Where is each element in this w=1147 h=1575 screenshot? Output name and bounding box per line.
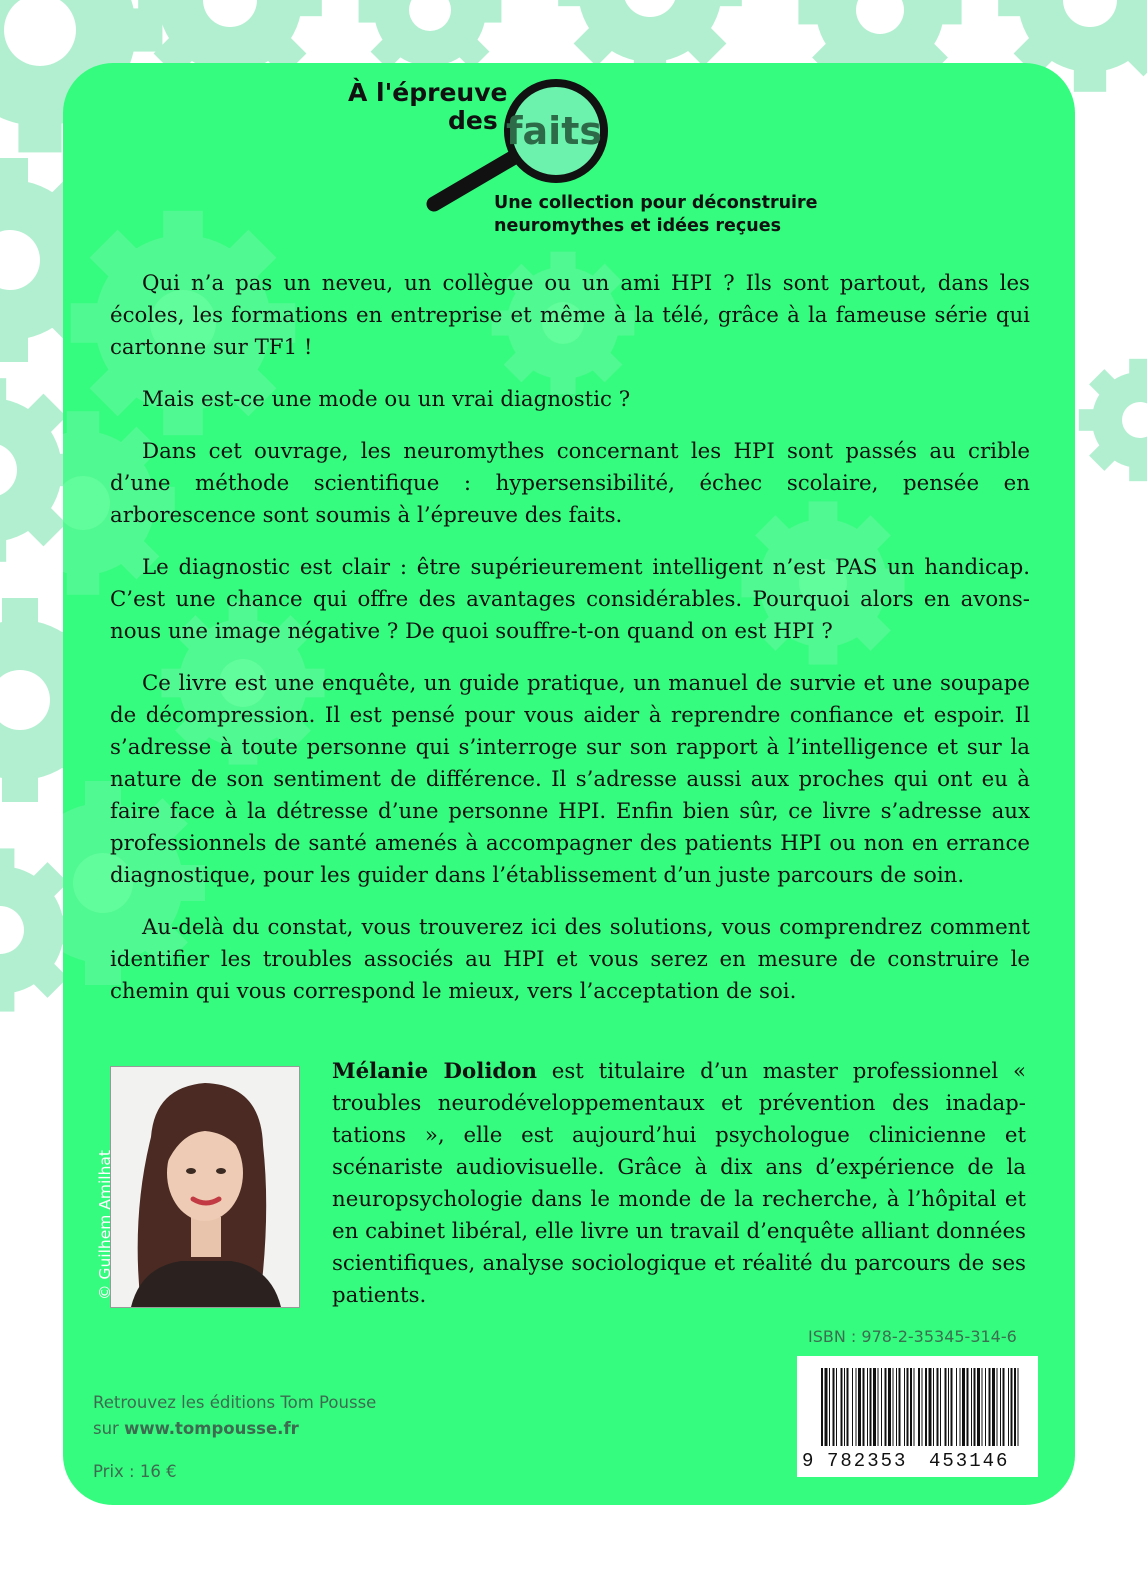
blurb-paragraph: Qui n’a pas un neveu, un collègue ou un ami HPI ? Ils sont partout, dans les écoles, les formations en entreprise et même à la télé, grâce à la fameuse série qui cartonne sur TF1 !: [110, 271, 1030, 360]
back-cover-blurb: [110, 268, 1030, 1028]
collection-subtitle-line2: neuromythes et idées reçues: [494, 216, 781, 236]
barcode-bar: [922, 1368, 923, 1446]
barcode-digits-right: 453146: [929, 1450, 1010, 1472]
barcode-bar: [867, 1368, 868, 1446]
barcode-bar: [933, 1368, 934, 1446]
barcode-bar: [907, 1368, 909, 1446]
barcode-bar: [878, 1368, 879, 1446]
barcode-bar: [940, 1368, 941, 1446]
barcode-bar: [951, 1368, 953, 1446]
barcode-bar: [1018, 1368, 1019, 1446]
website-link[interactable]: www.tompousse.fr: [124, 1419, 299, 1438]
barcode-bar: [1014, 1368, 1016, 1446]
barcode-bar: [904, 1368, 905, 1446]
barcode-bar: [929, 1368, 932, 1446]
barcode-bar: [967, 1368, 969, 1446]
collection-subtitle-line1: Une collection pour déconstruire: [494, 193, 818, 213]
barcode-bar: [833, 1368, 835, 1446]
barcode-bar: [1011, 1368, 1013, 1446]
barcode-bar: [992, 1368, 995, 1446]
barcode-bar: [825, 1368, 828, 1446]
author-bio-text: est titulaire d’un master professionnel « troubles neurodéveloppementaux et prévention des inadaptations », elle est aujourd’hui psychologue clinicienne et scénariste audiovisuelle. Grâce à dix ans d’expérience de la neuropsychologie dans le monde de la recherche, à l’hôpital et en cabinet libéral, elle livre un travail d’enquête alliant données scientifiques, analyse sociologique et réalité du parcours de ses patients.: [332, 1059, 1026, 1308]
isbn-label: ISBN : 978-2-35345-314-6: [808, 1327, 1017, 1346]
website-prefix: sur: [93, 1419, 125, 1438]
barcode-bar: [856, 1368, 857, 1446]
publisher-footer: [93, 1390, 376, 1442]
collection-title-line2: des: [448, 106, 498, 135]
blurb-paragraph: Mais est-ce une mode ou un vrai diagnostic ?: [142, 387, 631, 412]
barcode-bar: [945, 1368, 947, 1446]
barcode-bar: [829, 1368, 830, 1446]
photo-credit: © Guilhem Amilhat: [96, 1150, 114, 1300]
barcode-bar: [982, 1368, 983, 1446]
barcode-bar: [956, 1368, 957, 1446]
price-label: Prix : 16 €: [93, 1462, 177, 1481]
barcode-bar: [863, 1368, 865, 1446]
barcode-bar: [896, 1368, 897, 1446]
barcode-digits-left: 782353: [827, 1450, 908, 1472]
author-bio: [332, 1056, 1026, 1312]
barcode-bar: [925, 1368, 927, 1446]
barcode-bar: [847, 1368, 849, 1446]
blurb-paragraph: Le diagnostic est clair : être supérieurement intelligent n’est PAS un handicap. C’est une chance qui offre des avantages considérables. Pourquoi alors en avons-nous une image négative ? De quoi souffre-t-on quand on est HPI ?: [110, 555, 1030, 644]
barcode-bar: [989, 1368, 991, 1446]
blurb-paragraph: Ce livre est une enquête, un guide pratique, un manuel de survie et une soupape de décompression. Il est pensé pour vous aider à reprendre confiance et espoir. Il s’adresse à toute personne qui s’interroge sur son rapport à l’intelligence et sur la nature de son sentiment de différence. Il s’adresse aussi aux proches qui ont eu à faire face à la détresse d’une personne HPI. Enfin bien sûr, ce livre s’adresse aux professionnels de santé amenés à accompagner des patients HPI ou non en errance diagnostique, pour les guider dans l’établissement d’un juste parcours de soin.: [110, 671, 1030, 888]
barcode-bar: [977, 1368, 980, 1446]
barcode-bar: [937, 1368, 939, 1446]
barcode-bar: [873, 1368, 876, 1446]
collection-title-faits: faits: [506, 109, 602, 153]
barcode-bar: [821, 1368, 823, 1446]
barcode-bar: [881, 1368, 882, 1446]
barcode-bar: [914, 1368, 915, 1446]
barcode-bar: [948, 1368, 949, 1446]
barcode-bar: [893, 1368, 894, 1446]
collection-title-line1: À l'épreuve: [348, 78, 508, 107]
barcode-bar: [858, 1368, 861, 1446]
blurb-paragraph: Dans cet ouvrage, les neuromythes concernant les HPI sont passés au crible d’une méthode scientifique : hypersensibilité, échec scolaire, pensée en arborescence sont soumis à l’épreuve des faits.: [110, 439, 1030, 528]
barcode-bar: [918, 1368, 920, 1446]
barcode-bar: [910, 1368, 912, 1446]
publisher-website-line: [93, 1416, 376, 1442]
blurb-paragraph: Au-delà du constat, vous trouverez ici des solutions, vous comprendrez comment identifier les troubles associés au HPI et vous serez en mesure de construire le chemin qui vous correspond le mieux, vers l’acceptation de soi.: [110, 915, 1030, 1004]
barcode-bar: [1000, 1368, 1001, 1446]
publisher-line: Retrouvez les éditions Tom Pousse: [93, 1393, 377, 1412]
barcode-bar: [888, 1368, 891, 1446]
barcode-bar: [974, 1368, 976, 1446]
barcode-bar: [971, 1368, 972, 1446]
author-name: Mélanie Dolidon: [332, 1059, 537, 1084]
collection-logo: [348, 68, 818, 248]
barcode-bar: [836, 1368, 837, 1446]
barcode-bar: [844, 1368, 845, 1446]
barcode-bar: [899, 1368, 901, 1446]
barcode: [797, 1356, 1038, 1477]
barcode-bar: [962, 1368, 965, 1446]
barcode-bar: [841, 1368, 843, 1446]
barcode-bar: [985, 1368, 986, 1446]
barcode-bar: [1008, 1368, 1009, 1446]
barcode-bar: [852, 1368, 853, 1446]
barcode-bar: [997, 1368, 998, 1446]
barcode-bar: [885, 1368, 887, 1446]
barcode-digit-lead: 9: [802, 1450, 814, 1472]
barcode-bar: [870, 1368, 872, 1446]
author-photo: [110, 1066, 300, 1308]
barcode-bar: [960, 1368, 961, 1446]
barcode-bar: [1003, 1368, 1005, 1446]
